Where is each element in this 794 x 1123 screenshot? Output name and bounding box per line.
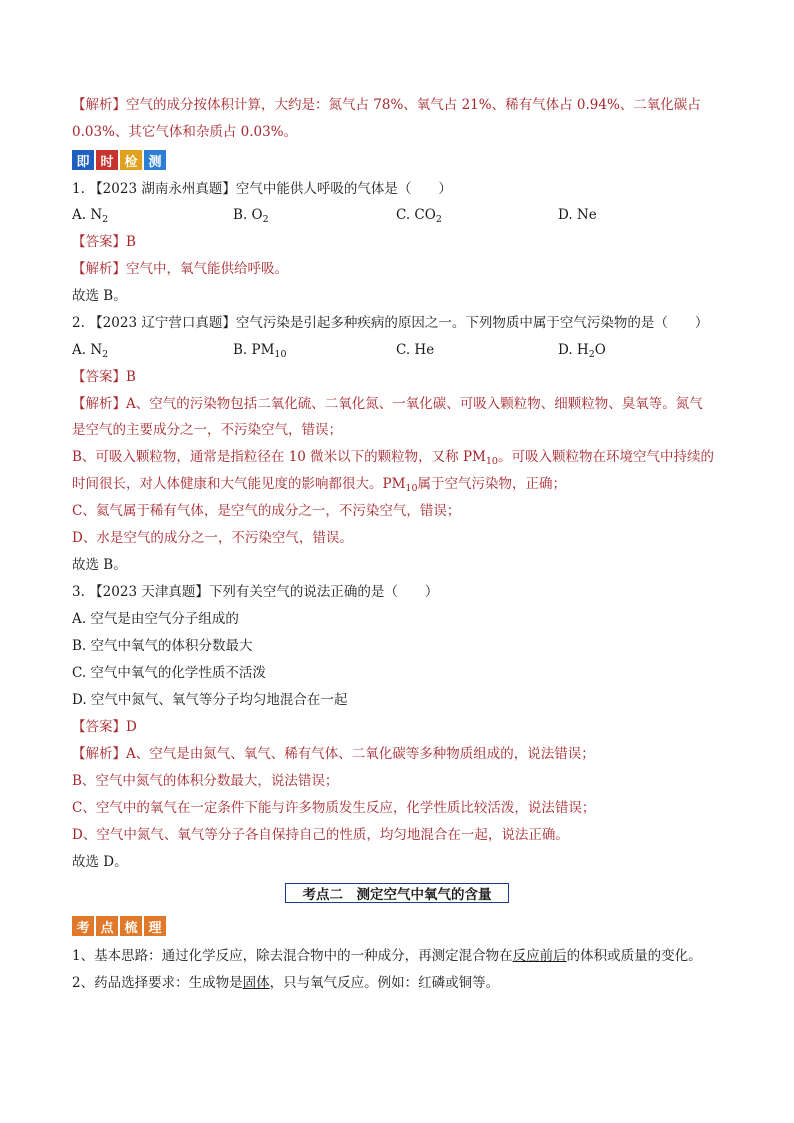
q2-option-b: B. $PM_{10}$ [233,342,287,360]
q2-option-d: D. $H_2O$ [558,342,606,360]
q2-analysis-b-line-1: B、可吸入颗粒物，通常是指粒径在 10 微米以下的颗粒物，又称 $PM_{10}$。可吸入颗粒物在环境空气中持续的 [72,449,714,467]
q3-analysis-d: D、空气中氮气、氧气等分子各自保持自己的性质，均匀地混合在一起，说法正确。 [72,827,569,843]
q3-analysis-b: B、空气中氮气的体积分数最大，说法错误； [72,773,339,789]
q1-conclusion: 故选 B。 [72,288,127,304]
q3-conclusion: 故选 D。 [72,854,128,870]
q2-stem: 2. 【2023 辽宁营口真题】空气污染是引起多种疾病的原因之一。下列物质中属于空气污染物的是（ ） [72,315,709,331]
section-title-kaodian-2: 考点二 测定空气中氧气的含量 [285,883,509,903]
q2-option-c: C. He [396,342,435,358]
q2-option-a: A. $N_2$ [72,342,109,360]
q2-analysis-a-line-1: 【解析】A、空气的污染物包括二氧化硫、二氧化氮、一氧化碳、可吸入颗粒物、细颗粒物、臭氧等。氮气 [72,396,703,412]
badge-char: 点 [96,916,118,936]
q1-option-b: B. $O_2$ [233,207,269,225]
intro-analysis-line-2: 0.03%、其它气体和杂质占 0.03%。 [72,124,298,140]
q2-answer: 【答案】B [72,369,136,385]
q3-stem: 3. 【2023 天津真题】下列有关空气的说法正确的是（ ） [72,584,439,600]
badge-jishi-jiance [72,150,166,170]
badge-char: 即 [72,150,94,170]
q2-conclusion: 故选 B。 [72,557,127,573]
q2-analysis-c: C、氦气属于稀有气体，是空气的成分之一，不污染空气，错误； [72,503,461,519]
q1-option-c: C. $CO_2$ [396,207,442,225]
q3-analysis-c: C、空气中的氧气在一定条件下能与许多物质发生反应，化学性质比较活泼，说法错误； [72,800,596,816]
point-1: 1、基本思路：通过化学反应，除去混合物中的一种成分，再测定混合物在反应前后的体积或质量的变化。 [72,948,702,964]
q2-options [72,340,732,360]
q3-option-b: B. 空气中氧气的体积分数最大 [72,638,253,654]
intro-analysis-line-1: 【解析】空气的成分按体积计算，大约是：氮气占 78%、氧气占 21%、稀有气体占 0.94%、二氧化碳占 [72,97,701,113]
q2-analysis-a-line-2: 是空气的主要成分之一，不污染空气，错误； [72,422,342,438]
underlined-term: 固体 [242,975,270,991]
q3-option-d: D. 空气中氮气、氧气等分子均匀地混合在一起 [72,692,348,708]
underlined-term: 反应前后 [512,948,567,964]
q3-analysis-a: 【解析】A、空气是由氮气、氧气、稀有气体、二氧化碳等多种物质组成的，说法错误； [72,746,595,762]
badge-char: 梳 [120,916,142,936]
q1-stem: 1. 【2023 湖南永州真题】空气中能供人呼吸的气体是（ ） [72,181,452,197]
q1-option-d: D. Ne [558,207,597,223]
q3-option-a: A. 空气是由空气分子组成的 [72,611,239,627]
point-2: 2、药品选择要求：生成物是固体，只与氧气反应。例如：红磷或铜等。 [72,975,500,991]
q1-option-a: A. $N_2$ [72,207,109,225]
q3-option-c: C. 空气中氧气的化学性质不活泼 [72,665,266,681]
badge-char: 理 [144,916,166,936]
badge-char: 时 [96,150,118,170]
q1-analysis: 【解析】空气中，氧气能供给呼吸。 [72,261,288,277]
badge-char: 检 [120,150,142,170]
q1-answer: 【答案】B [72,234,136,250]
q2-analysis-b-line-2: 时间很长，对人体健康和大气能见度的影响都很大。$PM_{10}$属于空气污染物，正确； [72,476,566,494]
badge-kaodian-shuli [72,916,166,936]
badge-char: 测 [144,150,166,170]
q2-analysis-d: D、水是空气的成分之一，不污染空气，错误。 [72,530,353,546]
q3-answer: 【答案】D [72,719,137,735]
q1-options [72,205,732,225]
badge-char: 考 [72,916,94,936]
